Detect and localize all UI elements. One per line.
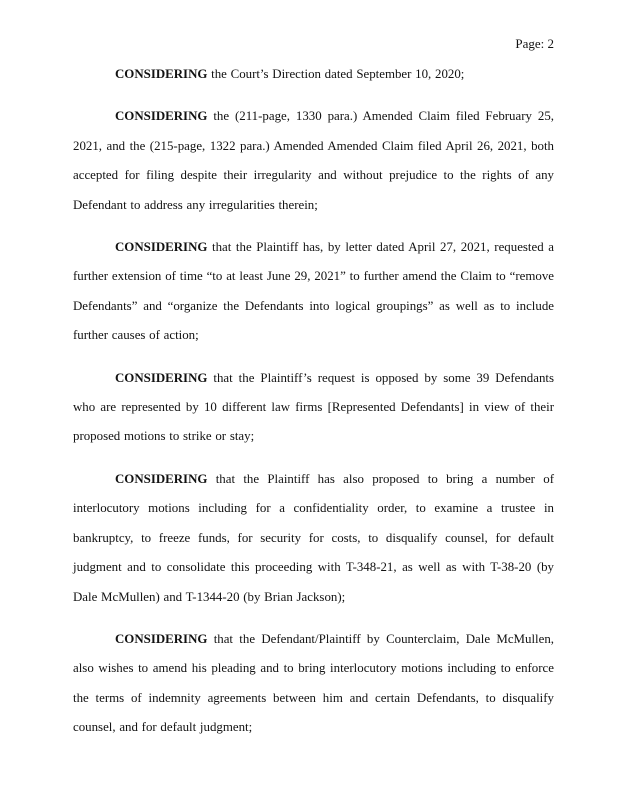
considering-paragraph: [73, 233, 554, 351]
considering-lead: CONSIDERING: [115, 370, 208, 385]
paragraph-text: that the Defendant/Plaintiff by Counterclaim, Dale McMullen, also wishes to amend his pleading and to bring interlocutory motions including to enforce the terms of indemnity agreements between him and certain Defendants, to disqualify counsel, and for default judgment;: [73, 631, 554, 735]
considering-lead: CONSIDERING: [115, 240, 208, 255]
considering-paragraph: [73, 465, 554, 612]
paragraph-text: the Court’s Direction dated September 10, 2020;: [207, 67, 465, 81]
considering-lead: CONSIDERING: [115, 631, 208, 646]
paragraph-text: that the Plaintiff has also proposed to bring a number of interlocutory motions including for a confidentiality order, to examine a trustee in bankruptcy, to freeze funds, for security for costs, to disqualify counsel, for default judgment and to consolidate this proceeding with T-348-21, as well as with T-38-20 (by Dale McMullen) and T-1344-20 (by Brian Jackson);: [73, 471, 554, 604]
paragraph-text: the (211-page, 1330 para.) Amended Claim filed February 25, 2021, and the (215-page, 1322 para.) Amended Amended Claim filed April 26, 2021, both accepted for filing despite their irregularity and without prejudice to the rights of any Defendant to address any irregularities therein;: [73, 109, 554, 212]
considering-lead: CONSIDERING: [115, 109, 208, 124]
paragraph-text: that the Plaintiff has, by letter dated April 27, 2021, requested a further extension of time “to at least June 29, 2021” to further amend the Claim to “remove Defendants” and “organize the Defendants into logical groupings” as well as to include further causes of action;: [73, 240, 554, 343]
considering-paragraph: [73, 364, 554, 452]
considering-lead: CONSIDERING: [115, 471, 208, 486]
considering-lead: CONSIDERING: [115, 67, 208, 81]
document-body: [73, 60, 554, 756]
considering-paragraph: [73, 102, 554, 220]
considering-paragraph: [73, 625, 554, 743]
paragraph-text: that the Plaintiff’s request is opposed by some 39 Defendants who are represented by 10 different law firms [Represented Defendants] in view of their proposed motions to strike or stay;: [73, 370, 554, 444]
page-number: Page: 2: [515, 36, 554, 51]
considering-paragraph: [73, 60, 554, 89]
